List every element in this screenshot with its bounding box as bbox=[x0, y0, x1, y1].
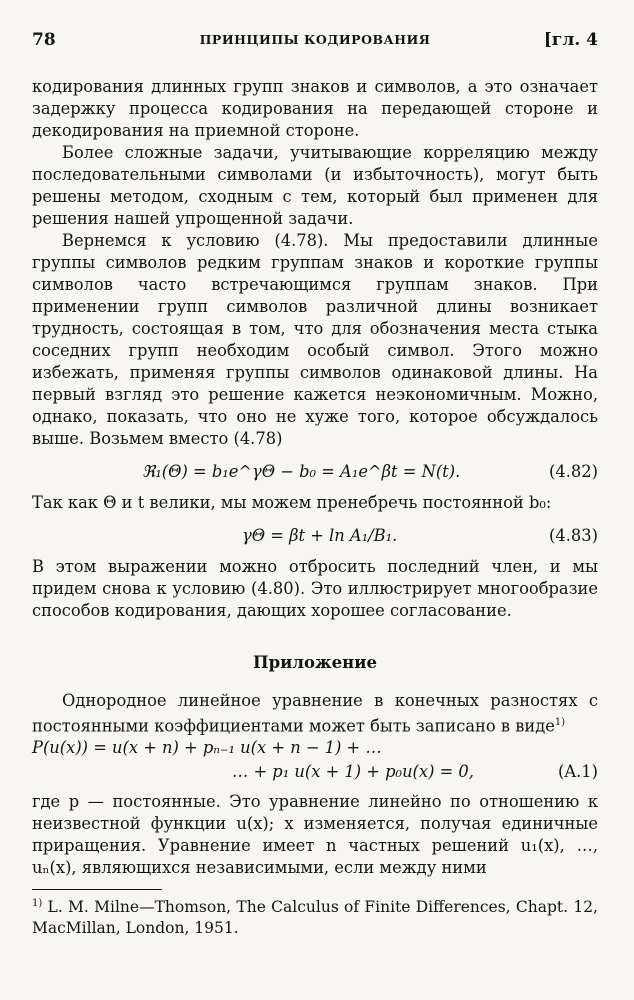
paragraph-3: Вернемся к условию (4.78). Мы предоставили длинные группы символов редким группам знаков и короткие группы символов часто встречающимся группам знаков. При применении групп символов различной длины возникает трудность, состоящая в том, что для обозначения места стыка соседних групп необходим особый символ. Этого можно избежать, применяя группы символов одинаковой длины. На первый взгляд это решение кажется неэкономичным. Можно, однако, показать, что оно не хуже того, которое обсуждалось выше. Возьмем вместо (4.78) bbox=[32, 231, 598, 448]
footnote-ref: 1) bbox=[554, 717, 566, 728]
page-number: 78 bbox=[32, 30, 56, 50]
footnote-mark: 1) bbox=[32, 898, 43, 910]
section-title: Приложение bbox=[253, 653, 377, 672]
page bbox=[32, 30, 598, 938]
appendix-body: где p — постоянные. Это уравнение линейно по отношению к неизвестной функции u(x); x изменяется, получая единичные приращения. Уравнение имеет n частных решений u₁(x), …, uₙ(x), являющихся независимыми, если между ними bbox=[32, 792, 598, 878]
equation-a1-line-2 bbox=[32, 761, 598, 785]
equation-4-83-formula: γΘ = βt + ln A₁/B₁. bbox=[242, 526, 398, 545]
equation-a1-line-1 bbox=[32, 737, 598, 761]
appendix-intro-text: Однородное линейное уравнение в конечных разностях с постоянными коэффициентами может быть записано в виде bbox=[32, 691, 598, 736]
footnote-text: L. M. Milne—Thomson, The Calculus of Finite Differences, Chapt. 12, MacMillan, London, 1951. bbox=[32, 898, 598, 937]
body-text bbox=[32, 76, 598, 879]
footnote-rule bbox=[32, 889, 162, 890]
paragraph-2: Более сложные задачи, учитывающие корреляцию между последовательными символами (и избыточность), могут быть решены методом, сходным с тем, который был применен для решения нашей упрощенной задачи. bbox=[32, 143, 598, 228]
equation-4-83-number: (4.83) bbox=[549, 526, 598, 545]
equation-a1-number: (A.1) bbox=[558, 762, 598, 782]
chapter-label: [гл. 4 bbox=[543, 30, 598, 50]
equation-4-82-number: (4.82) bbox=[549, 462, 598, 481]
equation-4-82 bbox=[32, 457, 598, 487]
paragraph-1: кодирования длинных групп знаков и символов, а это означает задержку процесса кодирования на передающей стороне и декодирования на приемной стороне. bbox=[32, 77, 598, 140]
appendix-intro bbox=[32, 690, 598, 737]
footnote bbox=[32, 894, 598, 937]
paragraph-4: Так как Θ и t велики, мы можем пренебречь постоянной b₀: bbox=[32, 493, 552, 512]
running-title: ПРИНЦИПЫ КОДИРОВАНИЯ bbox=[199, 32, 431, 47]
equation-4-83 bbox=[32, 521, 598, 551]
equation-a1-line-2-formula: … + p₁ u(x + 1) + p₀u(x) = 0, bbox=[232, 762, 474, 782]
equation-4-82-formula: ℜ₁(Θ) = b₁e^γΘ − b₀ = A₁e^βt = N(t). bbox=[142, 462, 461, 481]
paragraph-5: В этом выражении можно отбросить последний член, и мы придем снова к условию (4.80). Это иллюстрирует многообразие способов кодирования, дающих хорошее согласование. bbox=[32, 557, 598, 620]
page-header bbox=[32, 30, 598, 58]
equation-a1-line-1-formula: P(u(x)) = u(x + n) + pₙ₋₁ u(x + n − 1) + … bbox=[32, 738, 382, 758]
